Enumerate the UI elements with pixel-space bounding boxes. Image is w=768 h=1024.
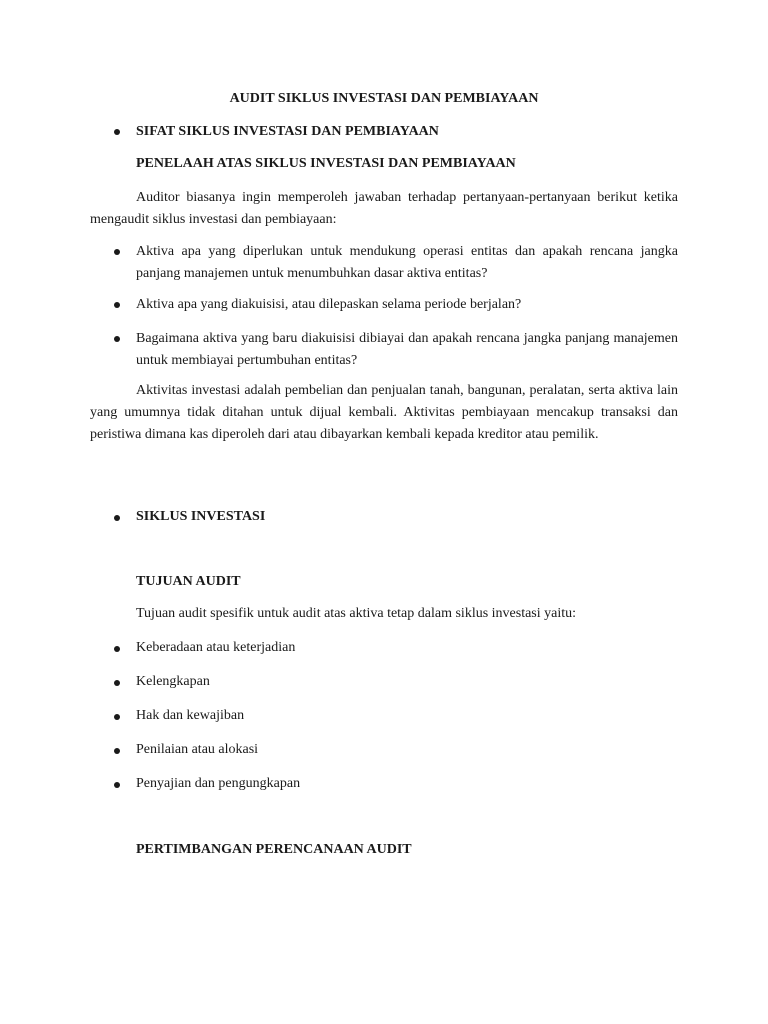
question-item: Bagaimana aktiva yang baru diakuisisi dibiayai dan apakah rencana jangka panjang manajemen untuk membiayai pertumbuhan entitas? [136, 331, 678, 368]
bullet-icon [114, 714, 120, 720]
section2-next-heading: PERTIMBANGAN PERENCANAAN AUDIT [136, 842, 412, 857]
bullet-icon [114, 336, 120, 342]
section1-intro-text: Auditor biasanya ingin memperoleh jawaban terhadap pertanyaan-pertanyaan berikut ketika mengaudit siklus investasi dan pembiayaan: [90, 190, 678, 227]
section1-intro-paragraph [90, 187, 678, 231]
bullet-icon [114, 646, 120, 652]
objective-item: Penilaian atau alokasi [136, 742, 259, 757]
section1-heading: SIFAT SIKLUS INVESTASI DAN PEMBIAYAAN [136, 124, 439, 139]
section1-closing-paragraph [90, 380, 678, 446]
objective-item: Kelengkapan [136, 674, 210, 689]
bullet-icon [114, 748, 120, 754]
section2-intro: Tujuan audit spesifik untuk audit atas aktiva tetap dalam siklus investasi yaitu: [136, 606, 577, 621]
objective-item: Hak dan kewajiban [136, 708, 245, 723]
objective-item: Keberadaan atau keterjadian [136, 640, 296, 655]
bullet-icon [114, 515, 120, 521]
bullet-icon [114, 680, 120, 686]
section2-heading: SIKLUS INVESTASI [136, 509, 266, 524]
section1-closing-text: Aktivitas investasi adalah pembelian dan penjualan tanah, bangunan, peralatan, serta aktiva lain yang umumnya tidak ditahan untuk dijual kembali. Aktivitas pembiayaan mencakup transaksi dan peristiwa dimana kas diperoleh dari atau dibayarkan kembali kepada kreditor atau pemilik. [90, 383, 678, 442]
objective-item: Penyajian dan pengungkapan [136, 776, 301, 791]
bullet-icon [114, 782, 120, 788]
bullet-icon [114, 249, 120, 255]
bullet-icon [114, 302, 120, 308]
section2-subheading: TUJUAN AUDIT [136, 574, 241, 589]
document-title: AUDIT SIKLUS INVESTASI DAN PEMBIAYAAN [229, 91, 539, 106]
bullet-icon [114, 129, 120, 135]
question-item: Aktiva apa yang diakuisisi, atau dilepaskan selama periode berjalan? [136, 297, 522, 312]
section1-subheading: PENELAAH ATAS SIKLUS INVESTASI DAN PEMBIAYAAN [136, 156, 516, 171]
question-item: Aktiva apa yang diperlukan untuk mendukung operasi entitas dan apakah rencana jangka panjang manajemen untuk menumbuhkan dasar aktiva entitas? [136, 244, 678, 281]
